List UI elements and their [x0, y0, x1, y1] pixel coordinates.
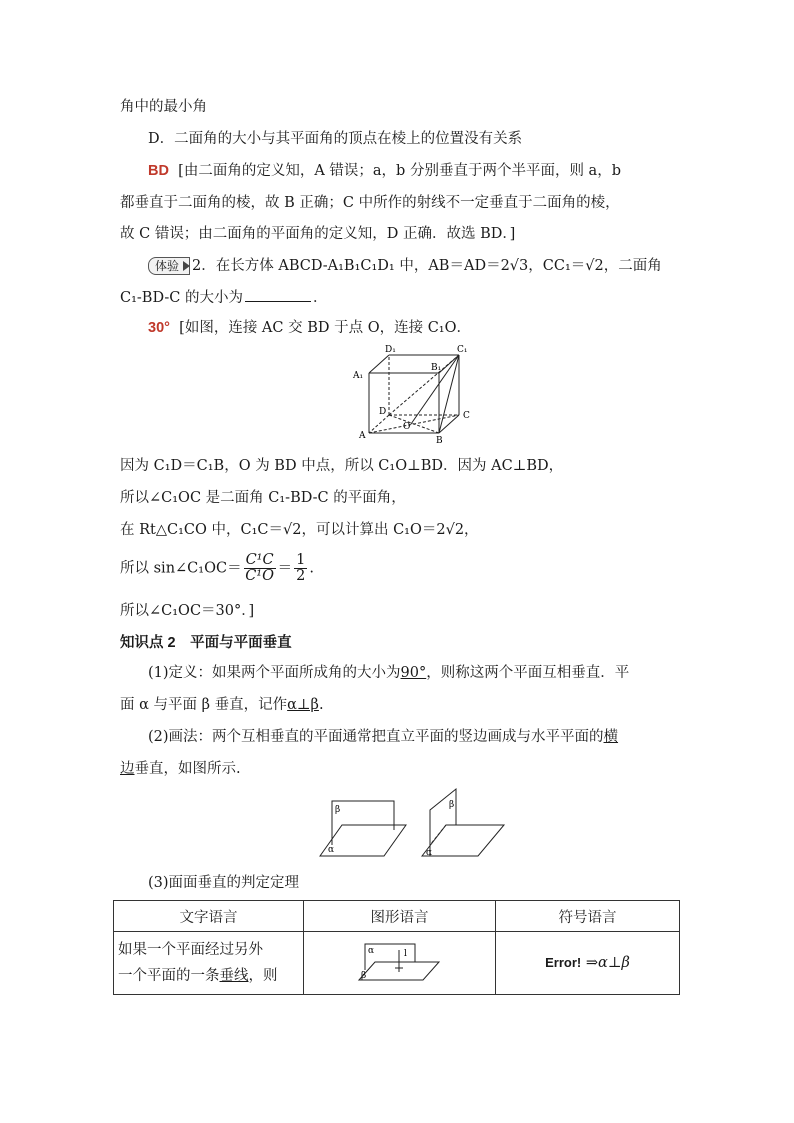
header-symbol-language: 符号语言: [496, 901, 680, 932]
fraction-2-num: 1: [296, 552, 306, 568]
fig-beta: β: [360, 971, 366, 981]
fig-alpha: α: [367, 946, 374, 956]
drawing-post: 垂直，如图所示.: [134, 761, 241, 777]
section-title: 知识点 2 平面与平面垂直: [120, 635, 292, 651]
answer-line-1: [148, 161, 621, 181]
solution-line-4: 在 Rt△C₁CO 中，C₁C＝√2，可以计算出 C₁O＝2√2，: [120, 522, 479, 538]
cell-text-perp: 垂线: [219, 968, 249, 984]
solution-line-6: 所以∠C₁OC＝30°．]: [120, 603, 255, 619]
drawing-line-2: [120, 759, 241, 779]
label-d: D: [379, 407, 387, 417]
right-alpha: α: [426, 848, 433, 858]
fraction-1-den: C¹O: [245, 568, 274, 584]
answer-line-2: 都垂直于二面角的棱，故 B 正确；C 中所作的射线不一定垂直于二面角的棱，: [120, 195, 620, 211]
problem-line-1: [148, 256, 662, 276]
solution-line-5: [120, 553, 314, 584]
fraction-1: [244, 553, 276, 584]
fraction-2: [294, 553, 307, 584]
label-a1: A₁: [353, 371, 364, 381]
label-c: C: [463, 411, 470, 421]
symbol-rest: ⇒α⊥β: [581, 955, 630, 971]
cell-text-post: ，则: [248, 968, 278, 984]
left-beta: β: [335, 805, 341, 815]
fraction-2-den: 2: [296, 568, 306, 584]
perpendicular-planes-figure: [318, 785, 508, 860]
table-header-row: [114, 901, 680, 932]
sin-eq: ＝: [277, 560, 293, 577]
answer-blank: [245, 287, 311, 302]
header-text-language: 文字语言: [114, 901, 304, 932]
theorem-table: [113, 900, 680, 995]
definition-angle: 90°: [400, 665, 427, 681]
fig-l: l: [403, 949, 407, 959]
answer-label: BD: [148, 163, 169, 179]
label-d1: D₁: [385, 345, 396, 355]
solution-line-3: 所以∠C₁OC 是二面角 C₁-BD-C 的平面角，: [120, 490, 406, 506]
cell-text-pre: 一个平面的一条: [118, 968, 220, 984]
cell-symbol: [496, 932, 680, 995]
drawing-line-1: [148, 727, 618, 747]
option-d: D．二面角的大小与其平面角的顶点在棱上的位置没有关系: [148, 131, 523, 147]
notation-pre: 面 α 与平面 β 垂直，记作: [120, 697, 288, 713]
problem-text-1: 2．在长方体 ABCD-A₁B₁C₁D₁ 中，AB＝AD＝2√3，CC₁＝√2，二面角: [192, 258, 662, 274]
drawing-pre: (2)画法：两个互相垂直的平面通常把直立平面的竖边画成与水平平面的: [148, 729, 604, 745]
solution-text: [如图，连接 AC 交 BD 于点 O，连接 C₁O．: [179, 320, 471, 336]
label-b1: B₁: [431, 363, 442, 373]
label-o: O: [403, 422, 411, 432]
table-row: [114, 932, 680, 995]
problem-line-2: [120, 287, 327, 308]
solution-answer: 30°: [148, 320, 170, 336]
cell-text-line-1: 如果一个平面经过另外: [118, 942, 263, 958]
problem-text-2: C₁-BD-C 的大小为: [120, 290, 243, 306]
solution-line-1: [148, 318, 471, 338]
label-c1: C₁: [457, 345, 468, 355]
theorem-heading: (3)面面垂直的判定定理: [148, 875, 300, 891]
drawing-u1: 横: [603, 729, 619, 745]
theorem-figure: [355, 940, 445, 986]
definition-line-2: [120, 695, 324, 715]
label-a: A: [359, 431, 366, 441]
section-heading: [120, 633, 292, 653]
solution-line-2: 因为 C₁D＝C₁B，O 为 BD 中点，所以 C₁O⊥BD．因为 AC⊥BD，: [120, 458, 564, 474]
answer-line-3: 故 C 错误；由二面角的平面角的定义知，D 正确．故选 BD．]: [120, 226, 516, 242]
definition-post: ，则称这两个平面互相垂直．平: [426, 665, 630, 681]
answer-text: [由二面角的定义知，A 错误；a，b 分别垂直于两个半平面，则 a，b: [178, 163, 621, 179]
drawing-u2: 边: [120, 761, 135, 777]
left-alpha: α: [328, 845, 335, 855]
cell-text-language: [114, 932, 304, 995]
sin-end: .: [309, 560, 314, 577]
fraction-1-num: C¹C: [245, 552, 274, 568]
symbol-error: Error!: [545, 955, 582, 970]
cell-text-line-2: [118, 963, 299, 989]
sin-pre: 所以 sin∠C₁OC＝: [120, 560, 242, 577]
header-graphic-language: 图形语言: [304, 901, 496, 932]
definition-line-1: [148, 663, 629, 683]
label-b: B: [436, 436, 443, 445]
text-line-1: 角中的最小角: [120, 99, 207, 115]
notation-symbol: α⊥β: [287, 697, 319, 713]
definition-pre: (1)定义：如果两个平面所成角的大小为: [148, 665, 401, 681]
notation-post: .: [318, 697, 324, 713]
cell-graphic: [304, 932, 496, 995]
tiyan-badge: 体验: [148, 257, 190, 275]
problem-end: ．: [312, 290, 328, 306]
cuboid-figure: [345, 340, 485, 445]
right-beta: β: [449, 800, 455, 810]
